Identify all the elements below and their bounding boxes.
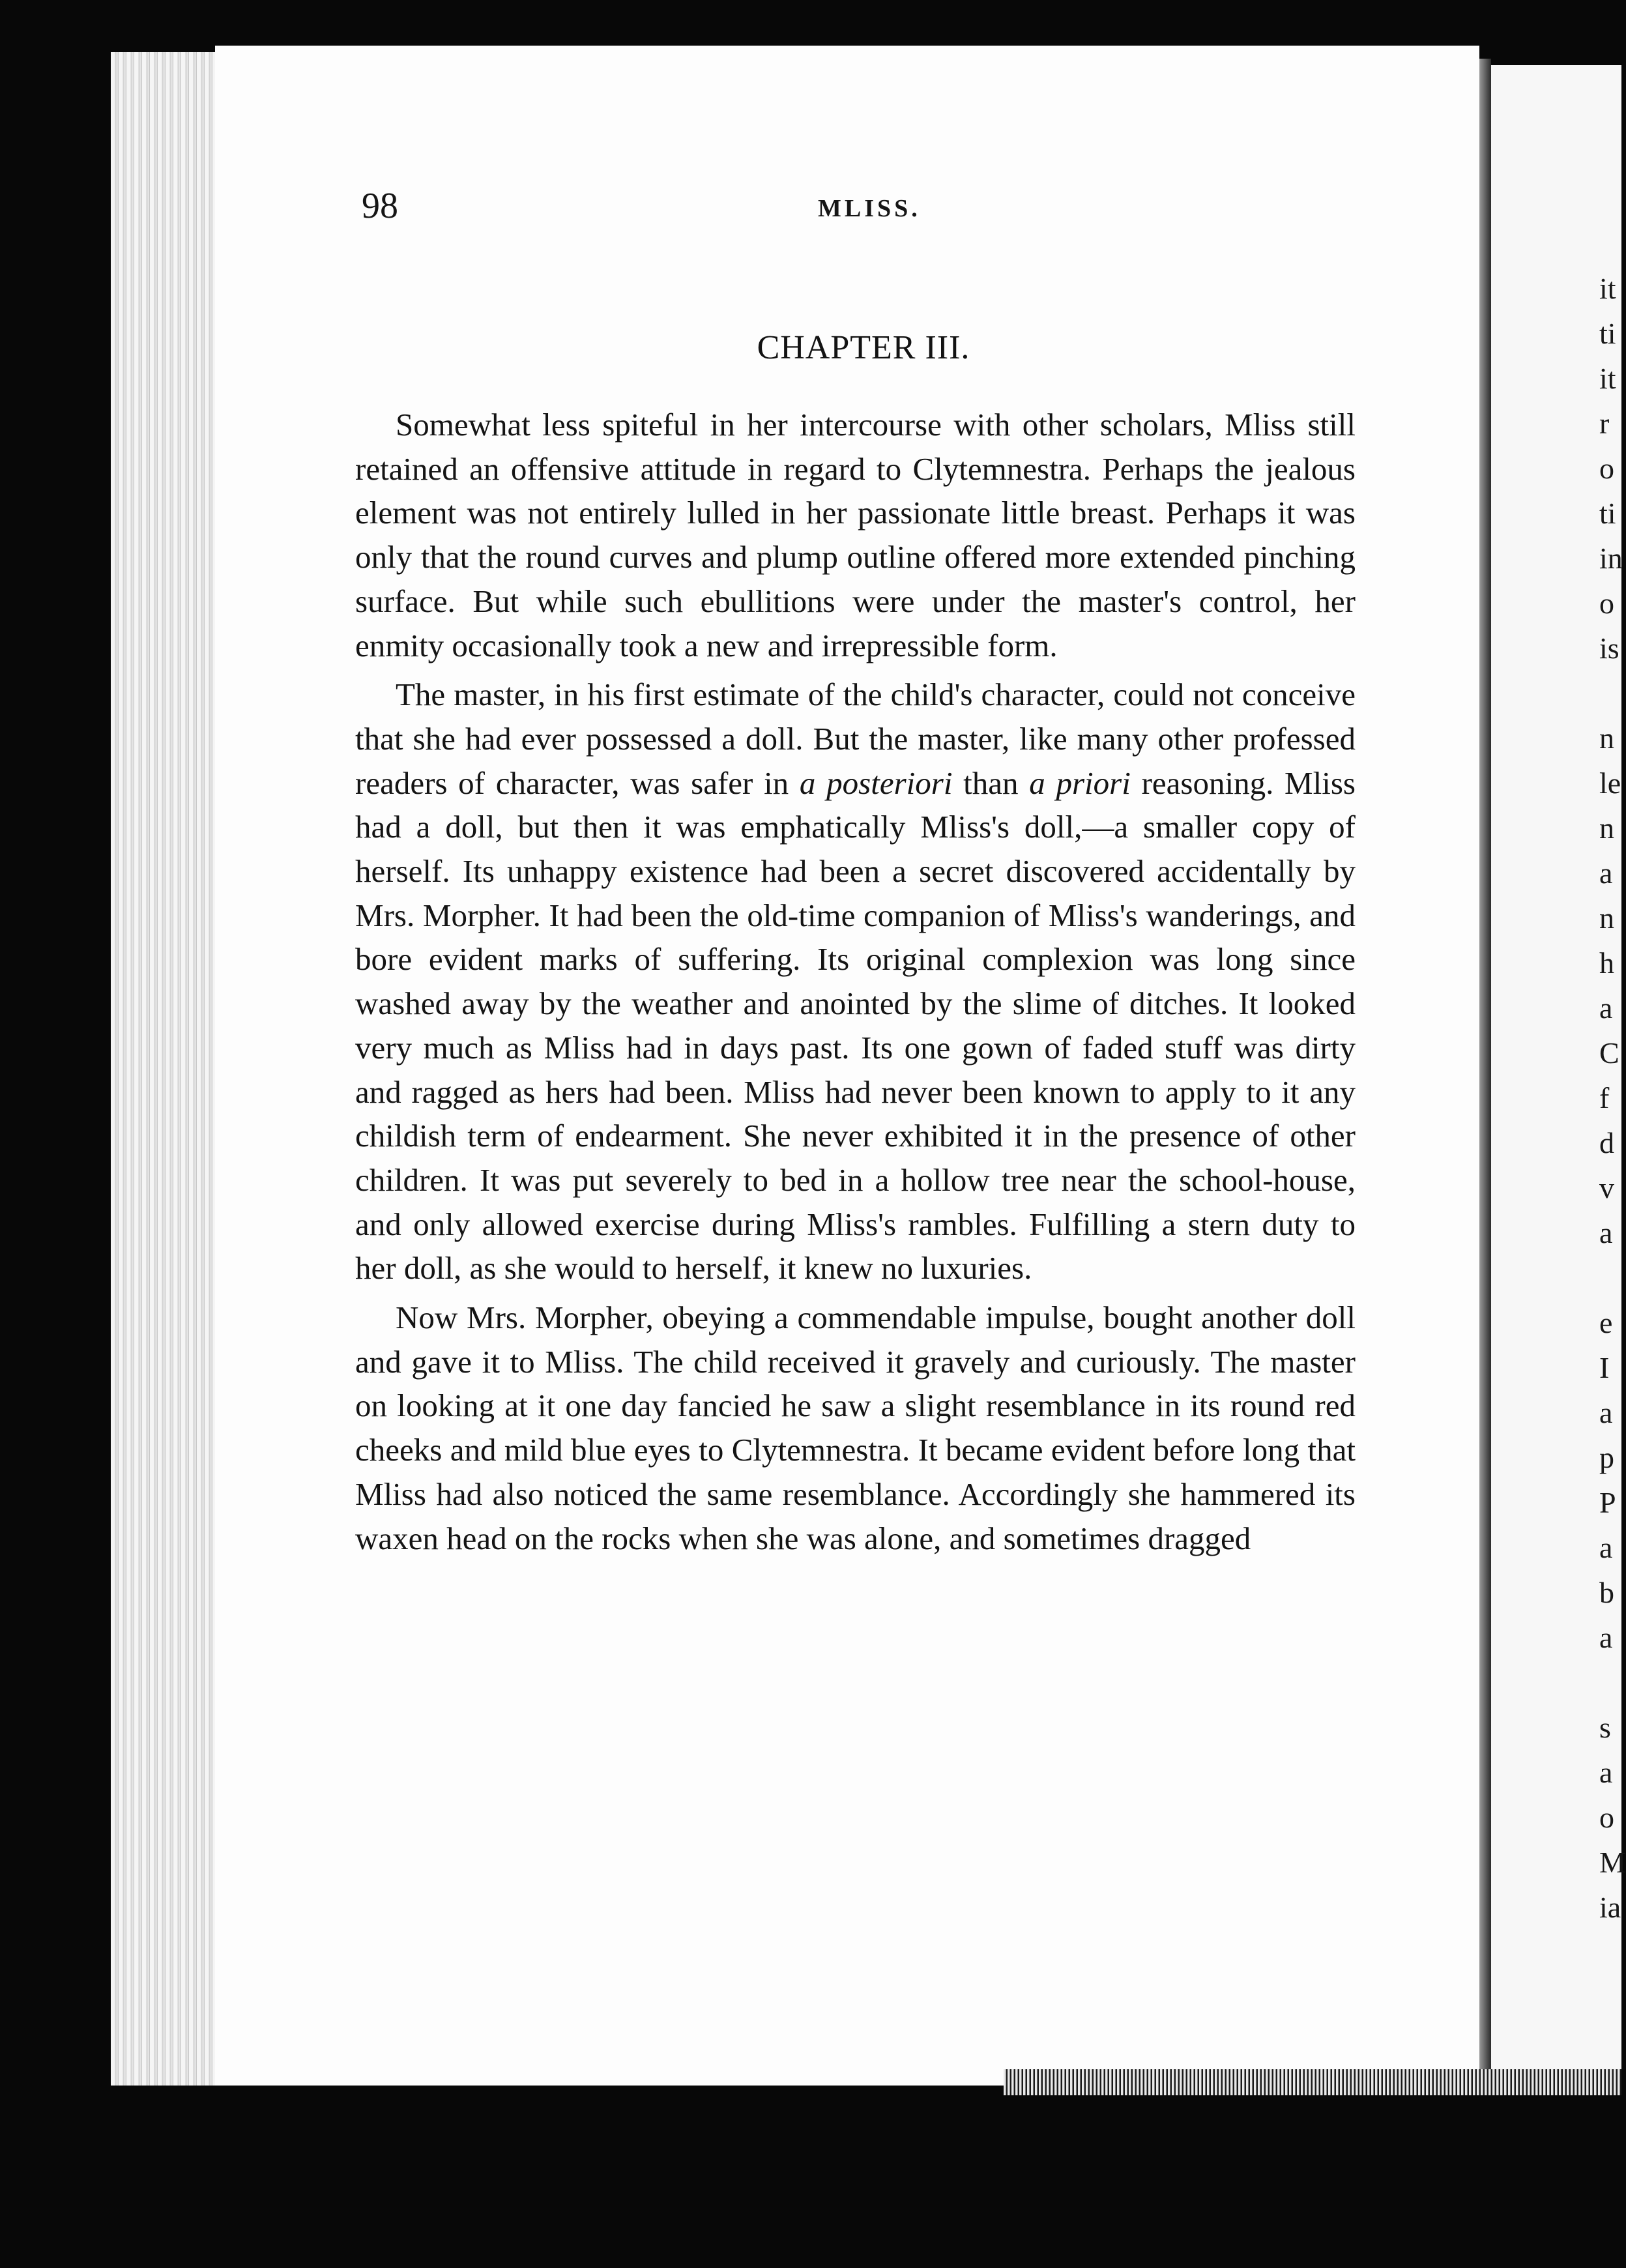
scan-edge-noise bbox=[1004, 2069, 1621, 2095]
facing-line: C bbox=[1599, 1036, 1619, 1069]
facing-line: n bbox=[1599, 901, 1614, 935]
paragraph-2-part-3: reasoning. Mliss had a doll, but then it was emphatically Mliss's doll,—a smaller copy of herself. Its unhappy existence had been a secret discovered accidentally by Mrs. Morpher. It had been the old-time companion of Mliss's wanderings, and bore evident marks of suffering. Its original complexion was long since washed away by the weather and anointed by the slime of ditches. It looked very much as Mliss had in days past. Its one gown of faded stuff was dirty and ragged as hers had been. Mliss had never been known to apply to it any childish term of endearment. She never exhibited it in the presence of other children. It was put severely to bed in a hollow tree near the school-house, and only allowed exercise during Mliss's rambles. Fulfilling a stern duty to her doll, as she would to herself, it knew no luxuries. bbox=[355, 764, 1356, 1287]
facing-line: a bbox=[1599, 991, 1613, 1025]
body-text bbox=[355, 403, 1356, 1565]
paragraph-1: Somewhat less spiteful in her intercourse with other scholars, Mliss still retained an offensive attitude in regard to Clytemnestra. Perhaps the jealous element was not entirely lulled in her passionate little breast. Perhaps it was only that the round curves and plump outline offered more extended pinching surface. But while such ebullitions were under the master's control, her enmity occasionally took a new and irrepressible form. bbox=[355, 407, 1356, 663]
facing-line: M bbox=[1599, 1846, 1626, 1879]
facing-line: n bbox=[1599, 721, 1614, 755]
facing-line: h bbox=[1599, 946, 1614, 980]
facing-line: it bbox=[1599, 362, 1616, 395]
facing-line: in bbox=[1599, 542, 1623, 575]
facing-line: o bbox=[1599, 452, 1614, 485]
facing-line: a bbox=[1599, 1621, 1613, 1654]
italic-a-priori: a priori bbox=[1029, 764, 1131, 801]
running-head: MLISS. bbox=[818, 195, 921, 222]
facing-line: I bbox=[1599, 1351, 1610, 1384]
facing-line: a bbox=[1599, 1396, 1613, 1429]
facing-line: o bbox=[1599, 587, 1614, 620]
facing-line: ti bbox=[1599, 497, 1616, 530]
paragraph-3: Now Mrs. Morpher, obeying a commendable impulse, bought another doll and gave it to Mliss. The child received it gravely and curiously. The master on looking at it one day fancied he saw a slight resemblance in its round red cheeks and mild blue eyes to Clytemnestra. It became evident before long that Mliss had also noticed the same resemblance. Accordingly she hammered its waxen head on the rocks when she was alone, and sometimes dragged bbox=[355, 1300, 1356, 1556]
facing-line: ia bbox=[1599, 1891, 1621, 1924]
facing-line: a bbox=[1599, 856, 1613, 890]
facing-line: a bbox=[1599, 1531, 1613, 1564]
facing-line: n bbox=[1599, 811, 1614, 845]
facing-line: ti bbox=[1599, 317, 1616, 350]
facing-line: a bbox=[1599, 1216, 1613, 1249]
page-edges bbox=[111, 52, 228, 2086]
paragraph-2-part-2: than bbox=[952, 764, 1030, 801]
chapter-title: CHAPTER III. bbox=[757, 329, 970, 366]
facing-line: le bbox=[1599, 766, 1621, 800]
facing-page bbox=[1491, 65, 1626, 2072]
facing-line: P bbox=[1599, 1486, 1616, 1519]
facing-line: it bbox=[1599, 272, 1616, 305]
facing-line: r bbox=[1599, 407, 1610, 440]
facing-line: e bbox=[1599, 1306, 1613, 1339]
paragraph-2 bbox=[355, 673, 1356, 1290]
facing-line: s bbox=[1599, 1711, 1611, 1744]
facing-line: v bbox=[1599, 1171, 1614, 1204]
facing-line: p bbox=[1599, 1441, 1614, 1474]
facing-line: b bbox=[1599, 1576, 1614, 1609]
facing-line: a bbox=[1599, 1756, 1613, 1789]
facing-line: f bbox=[1599, 1081, 1610, 1114]
page-number: 98 bbox=[362, 186, 398, 226]
paragraph-2-part-1: The master, in his first estimate of the child's character, could not conceive that she had ever possessed a doll. But the master, like many other professed readers of character, was safer in bbox=[355, 676, 1356, 801]
italic-a-posteriori: a posteriori bbox=[799, 764, 953, 801]
facing-line: is bbox=[1599, 632, 1619, 665]
page-header bbox=[362, 185, 1365, 237]
facing-line: o bbox=[1599, 1801, 1614, 1834]
facing-line: d bbox=[1599, 1126, 1614, 1159]
